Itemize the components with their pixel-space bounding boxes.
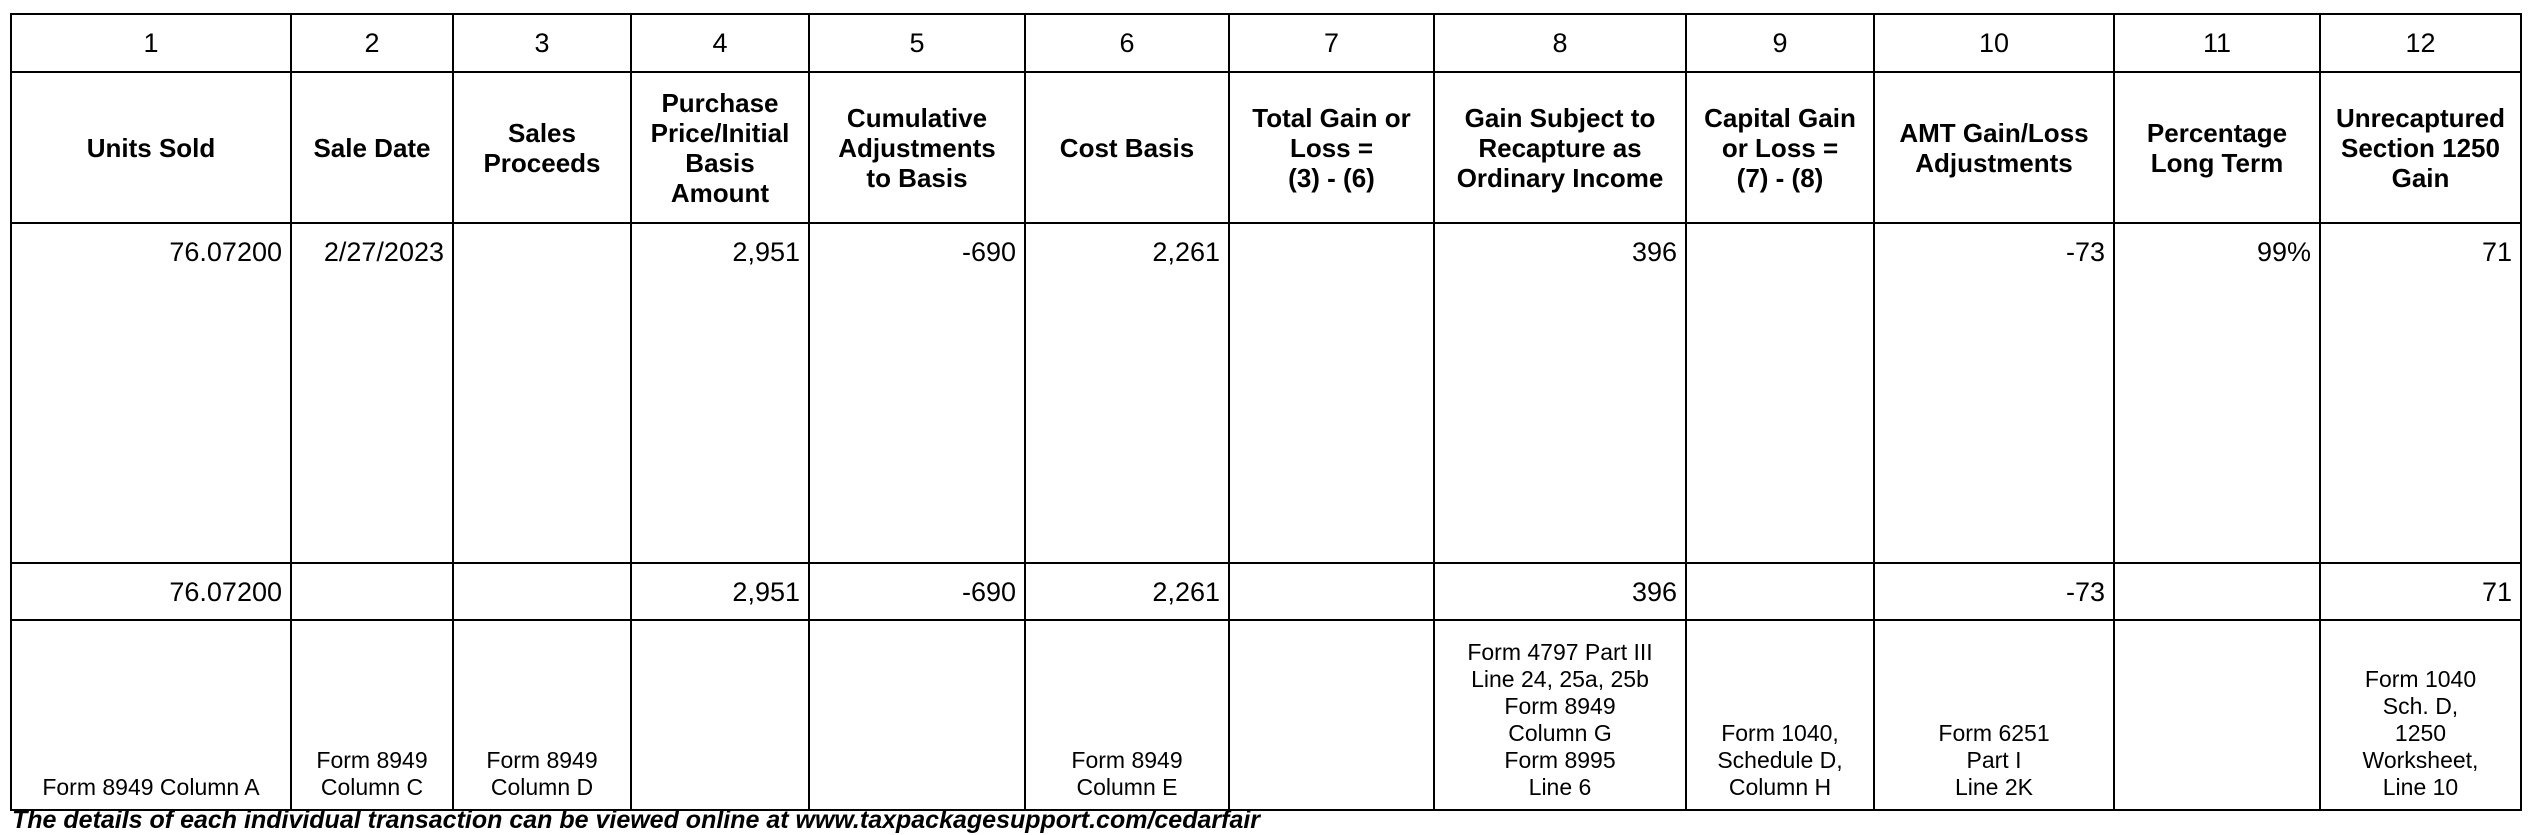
- column-header-line: Amount: [670, 177, 770, 208]
- column-header-2: [291, 72, 453, 223]
- transaction-cell-2: 2/27/2023: [291, 223, 453, 563]
- transaction-cell-12: 71: [2320, 223, 2521, 563]
- column-header-line: Sales: [508, 117, 576, 148]
- total-cell-6: 2,261: [1025, 563, 1229, 620]
- column-header-line: Capital Gain: [1704, 102, 1856, 133]
- transaction-cell-6: 2,261: [1025, 223, 1229, 563]
- form-ref-8: [1434, 620, 1686, 810]
- column-number-9: 9: [1686, 14, 1874, 72]
- column-number-10: 10: [1874, 14, 2114, 72]
- form-ref-line: 1250: [2394, 720, 2447, 746]
- column-header-3: [453, 72, 631, 223]
- column-header-line: Long Term: [2150, 147, 2284, 178]
- column-header-line: Loss =: [1289, 132, 1374, 163]
- column-header-10: [1874, 72, 2114, 223]
- column-header-row: [11, 72, 2521, 223]
- column-header-line: Basis: [685, 147, 755, 178]
- total-cell-9: [1686, 563, 1874, 620]
- transaction-cell-8: 396: [1434, 223, 1686, 563]
- form-reference-row: [11, 620, 2521, 810]
- form-ref-line: Schedule D,: [1717, 747, 1843, 773]
- form-ref-line: Column C: [320, 774, 424, 800]
- column-number-6: 6: [1025, 14, 1229, 72]
- form-ref-6: [1025, 620, 1229, 810]
- total-cell-5: -690: [809, 563, 1025, 620]
- column-header-line: Price/Initial: [650, 117, 790, 148]
- form-ref-line: Form 1040,: [1721, 720, 1839, 746]
- column-header-6: [1025, 72, 1229, 223]
- column-header-11: [2114, 72, 2320, 223]
- column-header-12: [2320, 72, 2521, 223]
- column-header-line: Cumulative: [846, 102, 988, 133]
- transaction-cell-10: -73: [1874, 223, 2114, 563]
- transaction-cell-4: 2,951: [631, 223, 809, 563]
- column-header-line: Total Gain or: [1252, 102, 1411, 133]
- column-header-line: AMT Gain/Loss: [1899, 117, 2089, 148]
- form-ref-line: Form 8949: [1071, 747, 1183, 773]
- transaction-cell-5: -690: [809, 223, 1025, 563]
- form-ref-1: [11, 620, 291, 810]
- column-header-line: Section 1250: [2341, 132, 2500, 163]
- column-header-5: [809, 72, 1025, 223]
- column-header-line: Cost Basis: [1059, 132, 1195, 163]
- total-row: [11, 563, 2521, 620]
- form-ref-line: Sch. D,: [2382, 693, 2459, 719]
- column-header-line: Percentage: [2146, 117, 2288, 148]
- form-ref-11: [2114, 620, 2320, 810]
- column-header-line: Gain: [2391, 162, 2450, 193]
- form-ref-line: Column D: [490, 774, 594, 800]
- column-header-line: (7) - (8): [1736, 162, 1824, 193]
- form-ref-line: Column E: [1076, 774, 1178, 800]
- column-header-line: Unrecaptured: [2335, 102, 2506, 133]
- column-header-line: Sale Date: [313, 132, 431, 163]
- transaction-cell-1: 76.07200: [11, 223, 291, 563]
- form-ref-5: [809, 620, 1025, 810]
- form-ref-line: Column G: [1508, 720, 1612, 746]
- total-cell-7: [1229, 563, 1434, 620]
- form-ref-line: Worksheet,: [2362, 747, 2479, 773]
- transaction-cell-11: 99%: [2114, 223, 2320, 563]
- form-ref-line: Form 6251: [1938, 720, 2050, 746]
- column-number-4: 4: [631, 14, 809, 72]
- column-header-8: [1434, 72, 1686, 223]
- column-header-line: Recapture as: [1478, 132, 1642, 163]
- form-ref-line: Form 8949: [316, 747, 428, 773]
- form-ref-2: [291, 620, 453, 810]
- form-ref-line: Line 2K: [1954, 774, 2033, 800]
- column-header-line: Units Sold: [86, 132, 216, 163]
- total-cell-4: 2,951: [631, 563, 809, 620]
- column-header-line: Adjustments: [838, 132, 996, 163]
- total-cell-11: [2114, 563, 2320, 620]
- transaction-row: [11, 223, 2521, 563]
- column-header-line: (3) - (6): [1288, 162, 1375, 193]
- total-cell-10: -73: [1874, 563, 2114, 620]
- column-header-line: Purchase: [661, 87, 779, 118]
- column-header-7: [1229, 72, 1434, 223]
- sales-schedule-table: [10, 13, 2522, 811]
- column-header-line: to Basis: [866, 162, 968, 193]
- form-ref-line: Line 10: [2382, 774, 2459, 800]
- column-header-4: [631, 72, 809, 223]
- column-header-line: or Loss =: [1721, 132, 1839, 163]
- column-number-12: 12: [2320, 14, 2521, 72]
- total-cell-8: 396: [1434, 563, 1686, 620]
- column-number-3: 3: [453, 14, 631, 72]
- form-ref-line: Form 8995: [1504, 747, 1616, 773]
- column-header-1: [11, 72, 291, 223]
- column-header-line: Ordinary Income: [1456, 162, 1664, 193]
- column-number-11: 11: [2114, 14, 2320, 72]
- form-ref-line: Line 24, 25a, 25b: [1471, 666, 1649, 692]
- total-cell-1: 76.07200: [11, 563, 291, 620]
- form-ref-7: [1229, 620, 1434, 810]
- form-ref-line: Form 8949: [486, 747, 598, 773]
- total-cell-12: 71: [2320, 563, 2521, 620]
- footnote: The details of each individual transaction can be viewed online at www.taxpackagesupport.com/cedarfair: [12, 806, 1261, 834]
- form-ref-line: Form 1040: [2364, 666, 2477, 692]
- form-ref-4: [631, 620, 809, 810]
- column-number-7: 7: [1229, 14, 1434, 72]
- transaction-cell-9: [1686, 223, 1874, 563]
- form-ref-line: Line 6: [1528, 774, 1592, 800]
- form-ref-line: Form 8949 Column A: [42, 774, 260, 800]
- form-ref-3: [453, 620, 631, 810]
- column-number-8: 8: [1434, 14, 1686, 72]
- column-number-5: 5: [809, 14, 1025, 72]
- column-header-line: Proceeds: [483, 147, 601, 178]
- form-ref-line: Column H: [1728, 774, 1832, 800]
- form-ref-9: [1686, 620, 1874, 810]
- column-header-9: [1686, 72, 1874, 223]
- total-cell-3: [453, 563, 631, 620]
- total-cell-2: [291, 563, 453, 620]
- form-ref-line: Form 8949: [1504, 693, 1616, 719]
- form-ref-line: Part I: [1966, 747, 2022, 773]
- transaction-cell-7: [1229, 223, 1434, 563]
- column-number-2: 2: [291, 14, 453, 72]
- form-ref-line: Form 4797 Part III: [1467, 639, 1653, 665]
- form-ref-12: [2320, 620, 2521, 810]
- form-ref-10: [1874, 620, 2114, 810]
- column-header-line: Adjustments: [1915, 147, 2073, 178]
- column-number-row: [11, 14, 2521, 72]
- transaction-cell-3: [453, 223, 631, 563]
- column-number-1: 1: [11, 14, 291, 72]
- column-header-line: Gain Subject to: [1464, 102, 1656, 133]
